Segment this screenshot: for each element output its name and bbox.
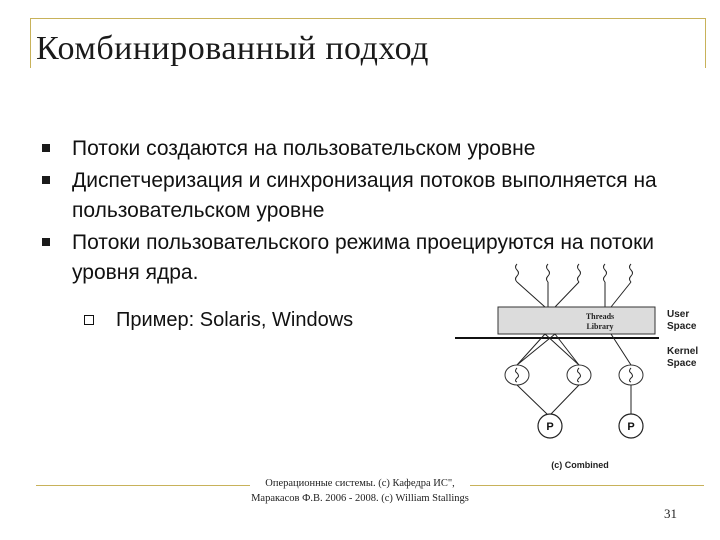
processor-label: P <box>546 421 554 433</box>
frame-left-border <box>30 18 31 68</box>
sub-bullet-text: Пример: Solaris, Windows <box>116 309 354 331</box>
slide-title: Комбинированный подход <box>36 30 429 67</box>
user-to-library-lines <box>517 282 631 307</box>
user-thread-icon <box>604 264 607 282</box>
user-thread-icons <box>516 264 633 282</box>
square-bullet-icon <box>42 144 50 152</box>
user-thread-icon <box>516 264 519 282</box>
user-space-label-line1: User <box>667 309 690 320</box>
square-bullet-icon <box>42 238 50 246</box>
threads-library-box <box>498 307 655 334</box>
threads-library-label-line2: Library <box>586 322 614 331</box>
threads-library-label-line1: Threads <box>585 312 615 321</box>
processor-label: P <box>627 421 635 433</box>
sub-bullet-item <box>84 306 353 334</box>
kernel-space-label-line1: Kernel <box>667 346 699 357</box>
hollow-square-bullet-icon <box>84 315 94 325</box>
bullet-item <box>40 166 720 226</box>
kernel-thread-icons <box>505 365 643 385</box>
diagram-caption: (c) Combined <box>551 460 609 470</box>
user-thread-icon <box>578 264 581 282</box>
kernel-space-label-line2: Space <box>667 358 697 369</box>
square-bullet-icon <box>42 176 50 184</box>
combined-threads-diagram <box>455 262 715 476</box>
user-thread-icon <box>630 264 633 282</box>
bullet-text: Диспетчеризация и синхронизация потоков выполняется на пользовательском уровне <box>72 169 657 222</box>
frame-right-border <box>705 18 706 68</box>
kernel-to-processor-lines <box>517 385 631 414</box>
page-number: 31 <box>664 506 677 521</box>
user-thread-icon <box>547 264 550 282</box>
footer-copyright: Операционные системы. (c) Кафедра ИС", Маракасов Ф.В. 2006 - 2008. (c) William Stallings <box>251 478 469 504</box>
bullet-item <box>40 134 720 164</box>
user-space-label-line2: Space <box>667 321 697 332</box>
frame-top-border <box>30 18 706 19</box>
bullet-text: Потоки создаются на пользовательском уровне <box>72 137 536 160</box>
bullet-text: Потоки пользовательского режима проецируются на потоки уровня ядра. <box>72 231 655 284</box>
